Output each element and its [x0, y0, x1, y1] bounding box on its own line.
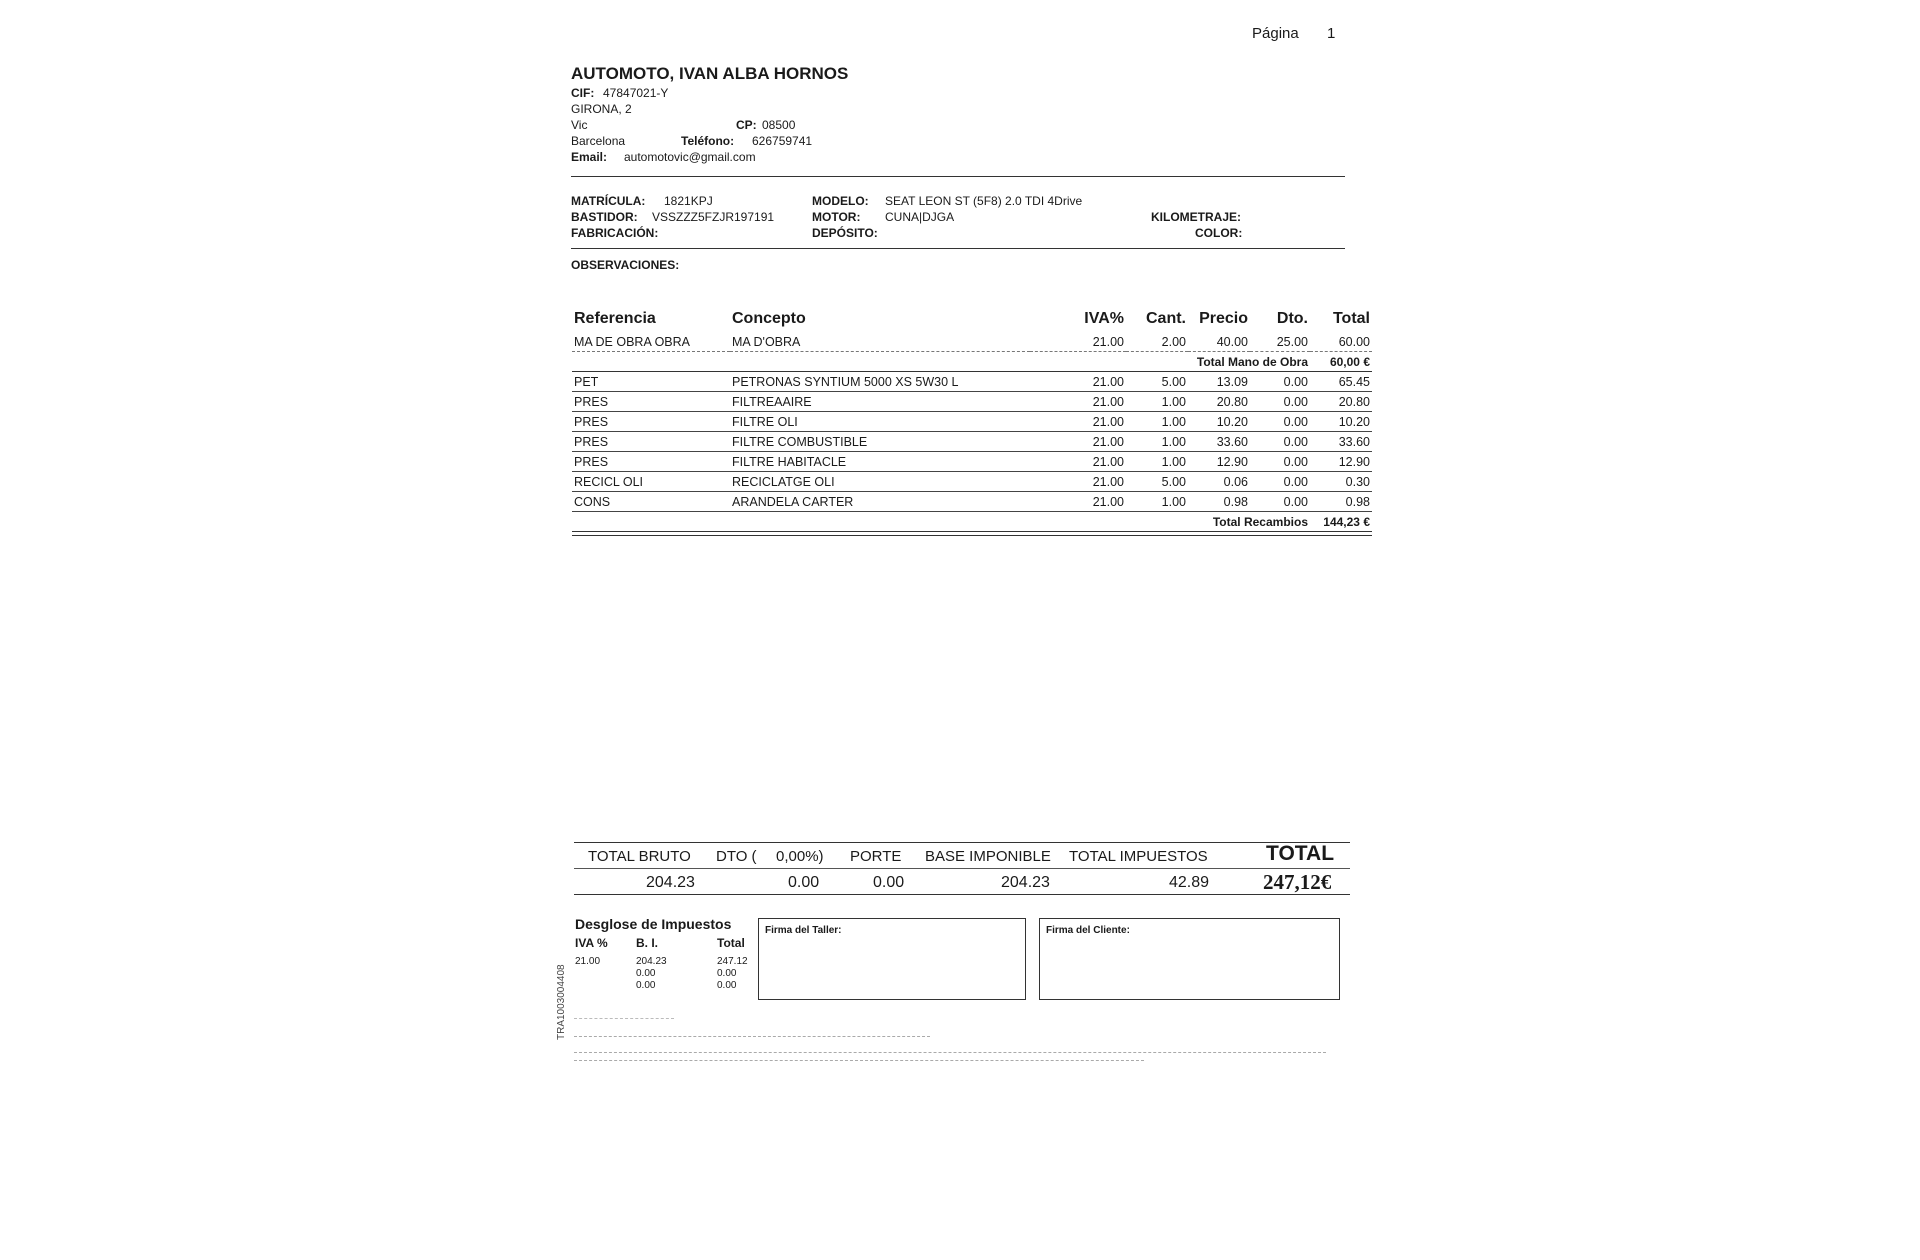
cif-label: CIF:	[571, 86, 595, 100]
cell-cant: 1.00	[1126, 392, 1188, 412]
cell-cant: 1.00	[1126, 452, 1188, 472]
col-total: Total	[1332, 310, 1370, 327]
labor-total-row	[572, 352, 1372, 372]
cell-iva: 21.00	[1030, 392, 1126, 412]
divider-table-end	[572, 535, 1372, 536]
cell-precio: 13.09	[1188, 372, 1250, 392]
porte-label: PORTE	[850, 848, 902, 865]
motor-label: MOTOR:	[812, 210, 861, 224]
cell-precio: 0.98	[1188, 492, 1250, 512]
cell-concepto: FILTRE OLI	[730, 412, 1030, 432]
fine-print-line	[574, 1018, 674, 1019]
motor-value: CUNA|DJGA	[885, 210, 955, 224]
fine-print-line	[574, 1060, 1144, 1061]
divider-vehicle	[571, 248, 1345, 249]
base-imponible-label: BASE IMPONIBLE	[925, 848, 1051, 865]
totals-mid-line	[574, 868, 1350, 869]
col-cant: Cant.	[1146, 310, 1186, 327]
cell-concepto: MA D'OBRA	[730, 332, 1030, 352]
cell-iva: 21.00	[1030, 492, 1126, 512]
cell-ref: PRES	[572, 452, 730, 472]
cell-dto: 25.00	[1250, 332, 1310, 352]
cell-concepto: RECICLATGE OLI	[730, 472, 1030, 492]
dto-label: DTO (	[716, 848, 757, 865]
table-row	[572, 392, 1372, 412]
desglose-row-total: 0.00	[717, 968, 737, 979]
col-concepto: Concepto	[732, 310, 806, 327]
table-row	[572, 372, 1372, 392]
cell-ref: PRES	[572, 392, 730, 412]
cell-total: 20.80	[1310, 392, 1372, 412]
dto-value: 0.00	[788, 874, 820, 891]
cell-precio: 33.60	[1188, 432, 1250, 452]
cell-cant: 1.00	[1126, 492, 1188, 512]
cell-cant: 2.00	[1126, 332, 1188, 352]
company-city: Vic	[571, 118, 588, 132]
cell-iva: 21.00	[1030, 332, 1126, 352]
cell-ref: PRES	[572, 432, 730, 452]
cif-value: 47847021-Y	[603, 86, 669, 100]
cell-concepto: FILTREAAIRE	[730, 392, 1030, 412]
cell-ref: MA DE OBRA OBRA	[572, 332, 730, 352]
bastidor-value: VSSZZZ5FZJR197191	[652, 210, 775, 224]
cell-total: 0.98	[1310, 492, 1372, 512]
base-imponible-value: 204.23	[1001, 874, 1050, 891]
cell-dto: 0.00	[1250, 472, 1310, 492]
cell-total: 65.45	[1310, 372, 1372, 392]
cell-iva: 21.00	[1030, 472, 1126, 492]
cell-ref: CONS	[572, 492, 730, 512]
cell-dto: 0.00	[1250, 452, 1310, 472]
labor-total-value: 60,00 €	[1310, 352, 1372, 372]
total-impuestos-value: 42.89	[1169, 874, 1210, 891]
totals-top-line	[574, 842, 1350, 843]
table-row	[572, 332, 1372, 352]
cp-label: CP:	[736, 118, 757, 132]
fine-print-line	[574, 1052, 1326, 1053]
cell-dto: 0.00	[1250, 492, 1310, 512]
cp-value: 08500	[762, 118, 796, 132]
table-row	[572, 432, 1372, 452]
cell-total: 33.60	[1310, 432, 1372, 452]
modelo-value: SEAT LEON ST (5F8) 2.0 TDI 4Drive	[885, 194, 1083, 208]
phone-value: 626759741	[752, 134, 813, 148]
cell-iva: 21.00	[1030, 372, 1126, 392]
desglose-title: Desglose de Impuestos	[575, 916, 732, 932]
firma-cliente-label: Firma del Cliente:	[1046, 925, 1130, 936]
cell-cant: 5.00	[1126, 472, 1188, 492]
desglose-row-total: 247.12	[717, 956, 748, 967]
cell-concepto: ARANDELA CARTER	[730, 492, 1030, 512]
col-iva: IVA%	[1084, 310, 1124, 327]
vertical-doc-code: TRA1003004408	[556, 964, 567, 1040]
desglose-row-bi: 0.00	[636, 980, 656, 991]
cell-concepto: PETRONAS SYNTIUM 5000 XS 5W30 L	[730, 372, 1030, 392]
cell-ref: RECICL OLI	[572, 472, 730, 492]
firma-taller-box	[758, 918, 1026, 1000]
col-precio: Precio	[1199, 310, 1248, 327]
company-name: AUTOMOTO, IVAN ALBA HORNOS	[571, 64, 849, 83]
cell-total: 12.90	[1310, 452, 1372, 472]
table-row	[572, 412, 1372, 432]
cell-ref: PRES	[572, 412, 730, 432]
desglose-row-iva: 21.00	[575, 956, 601, 967]
matricula-label: MATRÍCULA:	[571, 194, 646, 208]
totals-bottom-line	[574, 894, 1350, 895]
cell-ref: PET	[572, 372, 730, 392]
table-row	[572, 472, 1372, 492]
page-number: 1	[1327, 25, 1336, 42]
cell-total: 10.20	[1310, 412, 1372, 432]
cell-concepto: FILTRE COMBUSTIBLE	[730, 432, 1030, 452]
items-table	[572, 308, 1372, 532]
cell-precio: 20.80	[1188, 392, 1250, 412]
total-bruto-label: TOTAL BRUTO	[588, 848, 691, 865]
desglose-col-total: Total	[717, 936, 745, 950]
cell-total: 60.00	[1310, 332, 1372, 352]
matricula-value: 1821KPJ	[664, 194, 713, 208]
cell-dto: 0.00	[1250, 412, 1310, 432]
cell-iva: 21.00	[1030, 412, 1126, 432]
company-street: GIRONA, 2	[571, 102, 632, 116]
desglose-row-bi: 0.00	[636, 968, 656, 979]
cell-dto: 0.00	[1250, 372, 1310, 392]
desglose-col-iva: IVA %	[575, 936, 608, 950]
porte-value: 0.00	[873, 874, 905, 891]
desglose-col-bi: B. I.	[636, 936, 659, 950]
cell-concepto: FILTRE HABITACLE	[730, 452, 1030, 472]
total-value: 247,12€	[1263, 870, 1332, 894]
parts-total-label: Total Recambios	[572, 512, 1310, 532]
total-impuestos-label: TOTAL IMPUESTOS	[1069, 848, 1208, 865]
parts-total-row	[572, 512, 1372, 532]
cell-dto: 0.00	[1250, 392, 1310, 412]
cell-precio: 10.20	[1188, 412, 1250, 432]
fine-print-line	[574, 1036, 930, 1037]
labor-total-label: Total Mano de Obra	[572, 352, 1310, 372]
email-label: Email:	[571, 150, 608, 164]
dto-pct: 0,00%)	[776, 848, 824, 865]
cell-iva: 21.00	[1030, 452, 1126, 472]
desglose-row-total: 0.00	[717, 980, 737, 991]
desglose-row-bi: 204.23	[636, 956, 667, 967]
modelo-label: MODELO:	[812, 194, 869, 208]
fabricacion-label: FABRICACIÓN:	[571, 226, 659, 240]
cell-cant: 1.00	[1126, 432, 1188, 452]
parts-total-value: 144,23 €	[1310, 512, 1372, 532]
observaciones-label: OBSERVACIONES:	[571, 258, 680, 272]
deposito-label: DEPÓSITO:	[812, 226, 878, 240]
cell-total: 0.30	[1310, 472, 1372, 492]
email-value: automotovic@gmail.com	[624, 150, 756, 164]
cell-cant: 1.00	[1126, 412, 1188, 432]
phone-label: Teléfono:	[681, 134, 735, 148]
firma-cliente-box	[1039, 918, 1340, 1000]
color-label: COLOR:	[1195, 226, 1243, 240]
cell-precio: 0.06	[1188, 472, 1250, 492]
cell-iva: 21.00	[1030, 432, 1126, 452]
kilometraje-label: KILOMETRAJE:	[1151, 210, 1241, 224]
cell-precio: 40.00	[1188, 332, 1250, 352]
cell-cant: 5.00	[1126, 372, 1188, 392]
total-label: TOTAL	[1266, 842, 1335, 865]
table-row	[572, 452, 1372, 472]
table-header-row	[572, 308, 1372, 332]
cell-dto: 0.00	[1250, 432, 1310, 452]
cell-precio: 12.90	[1188, 452, 1250, 472]
col-referencia: Referencia	[574, 310, 656, 327]
table-row	[572, 492, 1372, 512]
company-province: Barcelona	[571, 134, 626, 148]
total-bruto-value: 204.23	[646, 874, 695, 891]
page-label: Página	[1252, 25, 1299, 42]
bastidor-label: BASTIDOR:	[571, 210, 638, 224]
col-dto: Dto.	[1276, 310, 1308, 327]
divider-company	[571, 176, 1345, 177]
firma-taller-label: Firma del Taller:	[765, 925, 842, 936]
